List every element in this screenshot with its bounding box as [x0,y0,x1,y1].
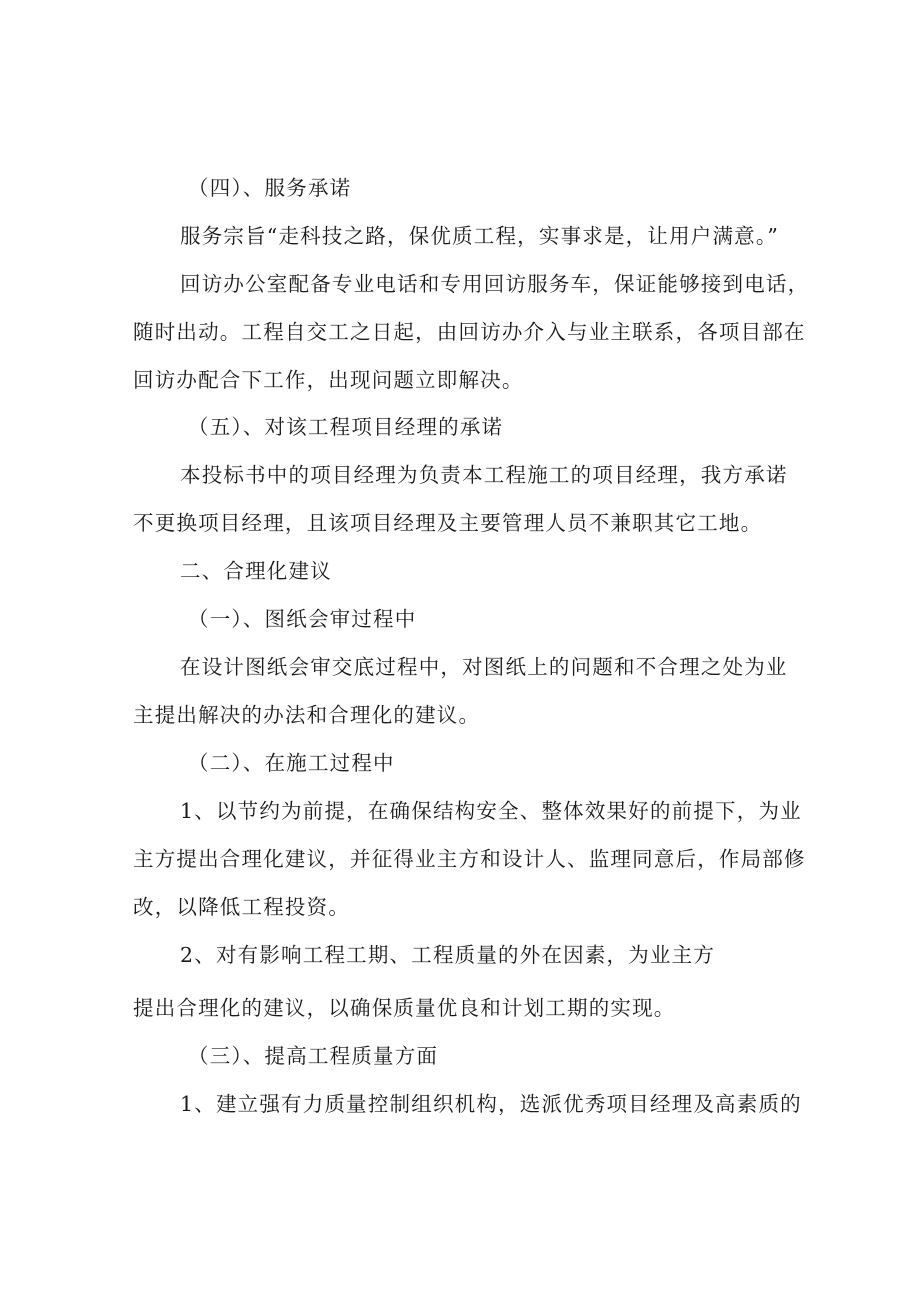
paragraph-line: 主提出解决的办法和合理化的建议。 [133,703,481,727]
subsection-heading-construction: （二）、在施工过程中 [188,751,395,775]
paragraph-line: 2、对有影响工程工期、工程质量的外在因素，为业主方 [180,943,716,967]
subsection-heading-quality: （三）、提高工程质量方面 [188,1044,439,1068]
paragraph-line: 提出合理化的建议，以确保质量优良和计划工期的实现。 [133,996,676,1020]
paragraph-line: 在设计图纸会审交底过程中，对图纸上的问题和不合理之处为业 [180,655,788,679]
section-heading-suggestions: 二、合理化建议 [180,559,332,583]
paragraph-line: 改，以降低工程投资。 [133,895,350,919]
paragraph-line: 1、建立强有力质量控制组织机构，选派优秀项目经理及高素质的 [180,1092,802,1116]
paragraph-line: 服务宗旨“走科技之路，保优质工程，实事求是，让用户满意。” [180,224,780,248]
paragraph-line: 回访办公室配备专业电话和专用回访服务车，保证能够接到电话， [180,272,810,296]
subsection-heading-drawing-review: （一）、图纸会审过程中 [188,607,417,631]
section-heading-service-commitment: （四）、服务承诺 [188,176,352,200]
paragraph-line: 不更换项目经理，且该项目经理及主要管理人员不兼职其它工地。 [133,511,763,535]
paragraph-line: 随时出动。工程自交工之日起，由回访办介入与业主联系，各项目部在 [133,320,806,344]
paragraph-line: 回访办配合下工作，出现问题立即解决。 [133,368,524,392]
section-heading-manager-commitment: （五）、对该工程项目经理的承诺 [188,415,504,439]
paragraph-line: 主方提出合理化建议，并征得业主方和设计人、监理同意后，作局部修 [133,847,806,871]
paragraph-line: 1、以节约为前提，在确保结构安全、整体效果好的前提下，为业 [180,799,802,823]
paragraph-line: 本投标书中的项目经理为负责本工程施工的项目经理，我方承诺 [180,463,788,487]
